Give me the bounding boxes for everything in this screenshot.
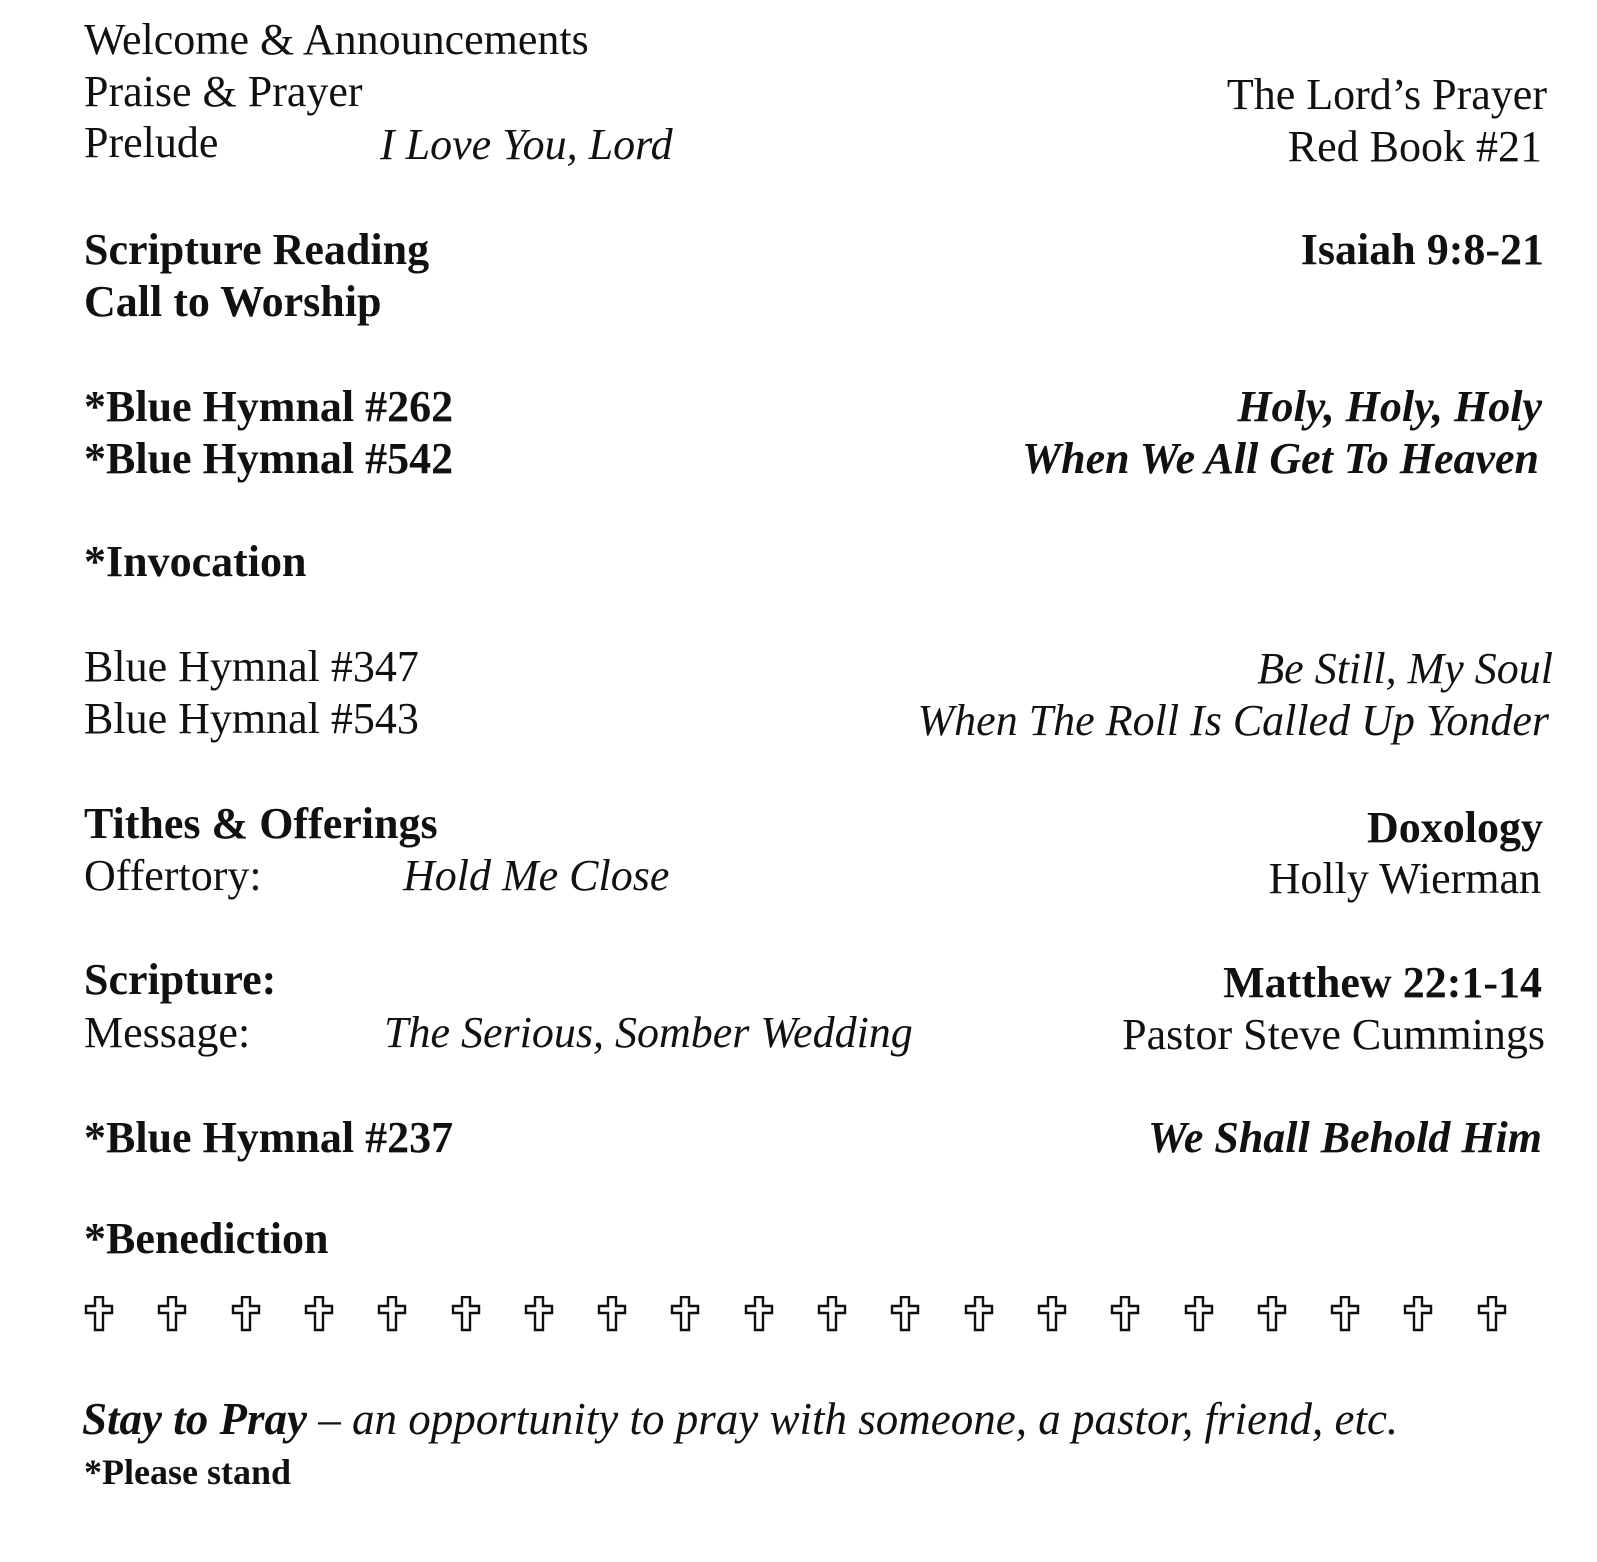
cross-icon <box>890 1296 920 1332</box>
cross-icon <box>1257 1296 1287 1332</box>
lords-prayer: The Lord’s Prayer <box>1226 70 1547 119</box>
cross-icon <box>1477 1296 1507 1332</box>
cross-icon <box>377 1296 407 1332</box>
cross-icon <box>1403 1296 1433 1332</box>
scripture-reference: Matthew 22:1-14 <box>1223 958 1542 1007</box>
hymn-542-label: *Blue Hymnal #542 <box>84 434 454 483</box>
invocation: *Invocation <box>84 537 307 586</box>
praise-prayer: Praise & Prayer <box>84 67 363 116</box>
cross-icon <box>817 1296 847 1332</box>
hymn-542-title: When We All Get To Heaven <box>1022 434 1539 483</box>
cross-icon <box>1330 1296 1360 1332</box>
cross-icon <box>670 1296 700 1332</box>
scripture-reading-heading: Scripture Reading <box>84 225 430 274</box>
red-book-reference: Red Book #21 <box>1287 122 1542 171</box>
message-title: The Serious, Somber Wedding <box>384 1008 913 1057</box>
cross-icon <box>451 1296 481 1332</box>
cross-icon <box>1184 1296 1214 1332</box>
cross-icon <box>231 1296 261 1332</box>
prelude-title: I Love You, Lord <box>380 120 673 169</box>
stay-to-pray-heading: Stay to Pray <box>82 1394 307 1444</box>
cross-icon <box>524 1296 554 1332</box>
prelude-label: Prelude <box>84 118 219 167</box>
hymn-347-title: Be Still, My Soul <box>1257 644 1553 693</box>
cross-icon <box>1037 1296 1067 1332</box>
message-speaker: Pastor Steve Cummings <box>1122 1010 1545 1059</box>
cross-icon <box>304 1296 334 1332</box>
call-to-worship: Call to Worship <box>84 277 382 326</box>
scripture-heading: Scripture: <box>84 955 277 1004</box>
hymn-262-label: *Blue Hymnal #262 <box>84 382 454 431</box>
doxology: Doxology <box>1367 803 1543 852</box>
hymn-237-title: We Shall Behold Him <box>1147 1113 1542 1162</box>
hymn-347-label: Blue Hymnal #347 <box>84 642 419 691</box>
cross-divider <box>84 1296 1524 1336</box>
message-label: Message: <box>84 1008 251 1057</box>
hymn-262-title: Holy, Holy, Holy <box>1237 382 1542 431</box>
tithes-offerings-heading: Tithes & Offerings <box>84 799 438 848</box>
offertory-label: Offertory: <box>84 851 262 900</box>
cross-icon <box>1110 1296 1140 1332</box>
cross-icon <box>157 1296 187 1332</box>
offertory-performer: Holly Wierman <box>1268 854 1541 903</box>
please-stand-note: *Please stand <box>84 1452 291 1492</box>
cross-icon <box>84 1296 114 1332</box>
cross-icon <box>964 1296 994 1332</box>
offertory-title: Hold Me Close <box>403 851 670 900</box>
cross-icon <box>744 1296 774 1332</box>
hymn-237-label: *Blue Hymnal #237 <box>84 1113 454 1162</box>
stay-to-pray-description: – an opportunity to pray with someone, a pastor, friend, etc. <box>306 1394 1399 1444</box>
hymn-543-label: Blue Hymnal #543 <box>84 694 419 743</box>
cross-icon <box>597 1296 627 1332</box>
hymn-543-title: When The Roll Is Called Up Yonder <box>917 696 1549 745</box>
benediction: *Benediction <box>84 1214 329 1263</box>
welcome-announcements: Welcome & Announcements <box>84 15 589 64</box>
stay-to-pray-line <box>82 1394 1399 1444</box>
scripture-reading-reference: Isaiah 9:8-21 <box>1300 225 1544 274</box>
